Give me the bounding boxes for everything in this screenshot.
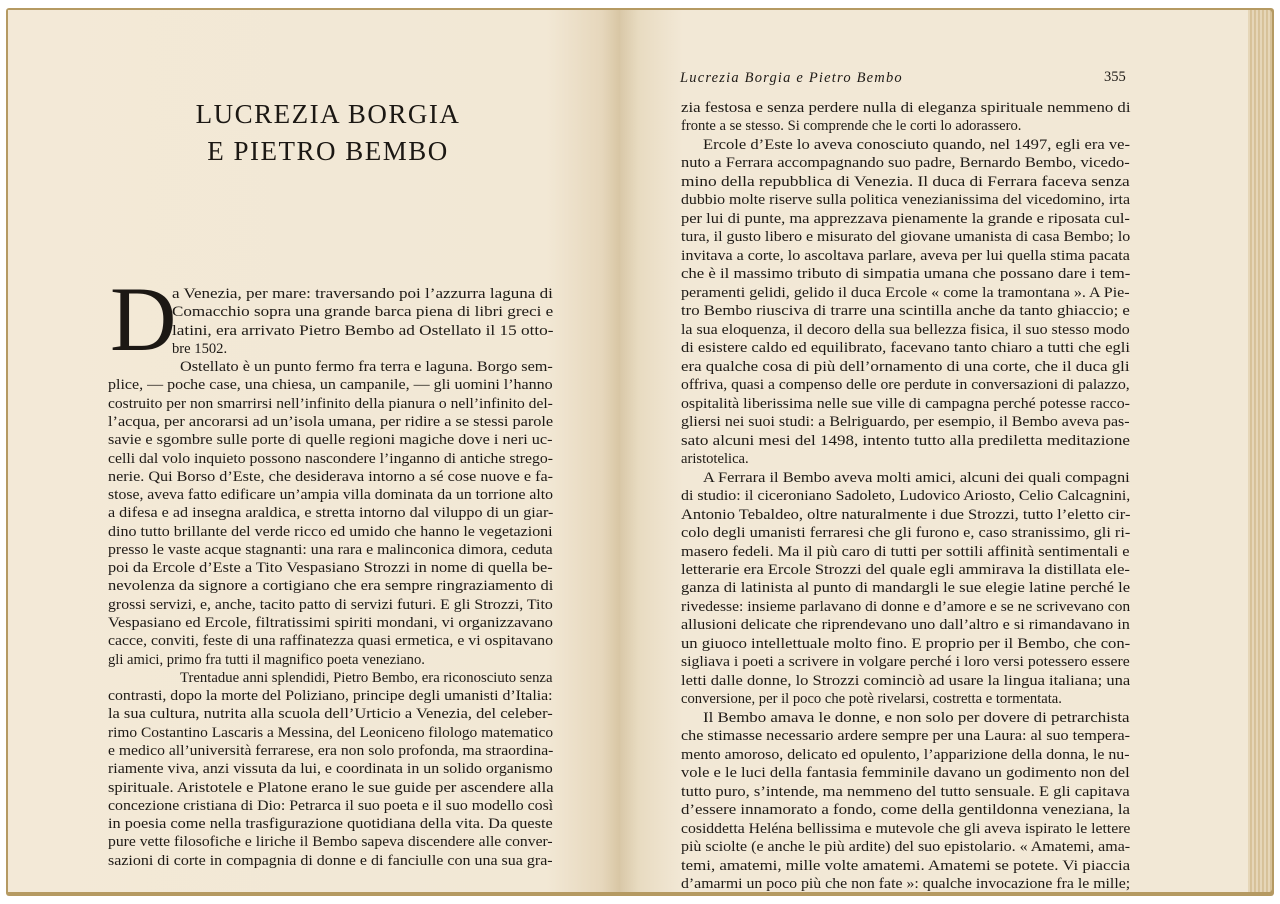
text-line: nuto a Ferrara accompagnando suo padre, Bernardo Bembo, vicedo- bbox=[681, 155, 1130, 172]
text-line: aristotelica. bbox=[681, 451, 749, 468]
chapter-title-line-1: LUCREZIA BORGIA bbox=[195, 99, 461, 129]
text-line: la sua eloquenza, il decoro della sua bellezza fisica, il suo stesso modo bbox=[681, 321, 1130, 338]
text-line: di studio: il ciceroniano Sadoleto, Ludovico Ariosto, Celio Calcagnini, bbox=[681, 488, 1131, 505]
text-line: cosiddetta Heléna bellissima e mutevole che gli aveva ispirato le lettere bbox=[681, 820, 1131, 837]
text-line: che è il massimo tributo di simpatia umana che possano dare i tem- bbox=[681, 266, 1131, 283]
text-line: temi, amatemi, mille volte amatemi. Amatemi se potete. Vi piaccia bbox=[681, 857, 1131, 874]
text-line: tura, il gusto libero e misurato del giovane umanista di casa Bembo; lo bbox=[681, 229, 1131, 246]
text-line: un giuoco intellettuale molto fino. E proprio per il Bembo, che con- bbox=[681, 635, 1131, 652]
text-line: rimo Costantino Lascaris a Messina, del Leoniceno filologo matematico bbox=[108, 724, 554, 741]
text-line: cacce, conviti, feste di una raffinatezza quasi ermetica, e vi ospitavano bbox=[108, 633, 553, 650]
text-line: savie e sgombre sulle porte di quelle regioni magiche dove i neri uc- bbox=[108, 432, 553, 449]
text-line: di esistere caldo ed equilibrato, facevano tanto chiaro a tutti che egli bbox=[681, 340, 1130, 357]
text-line: era qualche cosa di più dell’ornamento di una corte, che il duca gli bbox=[681, 358, 1130, 375]
text-line: per lui di punte, ma apprezzava pienamente la grande e riposata cul- bbox=[681, 210, 1130, 227]
text-line: in poesia come nella trasfigurazione quotidiana della vita. Da queste bbox=[108, 816, 553, 833]
running-head: Lucrezia Borgia e Pietro Bembo bbox=[680, 70, 903, 86]
page-edges bbox=[1248, 10, 1272, 892]
text-line: la sua cultura, nutrita alla scuola dell’Urticio a Venezia, del celeber- bbox=[108, 706, 553, 723]
text-line: poi da Ercole d’Este a Tito Vespasiano Strozzi in nome di quella be- bbox=[108, 560, 553, 577]
text-line: plice, — poche case, una chiesa, un campanile, — gli uomini l’hanno bbox=[108, 377, 553, 394]
text-line: che stimasse necessario ardere sempre per una Laura: al suo tempera- bbox=[681, 728, 1131, 745]
text-line: nerie. Qui Borso d’Este, che desiderava intorno a sé cose nuove e fa- bbox=[108, 468, 554, 485]
text-line: celli dal volo inquieto possono nascondere l’inganno di antiche strego- bbox=[108, 450, 553, 467]
text-line: vole e le luci della fantasia femminile davano un godimento non del bbox=[681, 765, 1130, 782]
text-line: l’acqua, per ancorarsi ad un’isola umana, per ridire a se stessi parole bbox=[108, 413, 554, 430]
chapter-title-line-2: E PIETRO BEMBO bbox=[207, 136, 449, 166]
text-line: a difesa e ad insegna araldica, e stretta intorno dal viluppo di un giar- bbox=[108, 505, 554, 522]
text-line: allusioni delicate che riprendevano uno dall’altro e si rimandavano in bbox=[681, 617, 1130, 634]
text-line: presso le vaste acque stagnanti: una rara e malinconica dimora, ceduta bbox=[108, 541, 553, 558]
text-line: e medico all’università ferrarese, era non solo profonda, ma straordina- bbox=[108, 743, 554, 759]
text-line: gliersi nei suoi studi: a Belriguardo, per esempio, il Bembo aveva pas- bbox=[681, 414, 1130, 431]
text-line: nevolenza da signore a cortigiano che era sempre ringraziamento di bbox=[108, 578, 554, 595]
text-line: pure vette filosofiche e liriche il Bembo sapeva discendere alle conver- bbox=[108, 834, 553, 851]
text-line: Trentadue anni splendidi, Pietro Bembo, era riconosciuto senza bbox=[180, 669, 553, 686]
text-line: gli amici, primo fra tutti il magnifico poeta veneziano. bbox=[108, 651, 425, 668]
text-line: tutto puro, s’intende, ma nemmeno del tutto sensuale. E gli capitava bbox=[681, 783, 1130, 800]
text-line: ganza di latinista al punto di mandargli le sue elegie latine perché le bbox=[681, 580, 1131, 597]
text-line: costruito per non smarrirsi nell’infinito della pianura o nell’infinito del- bbox=[108, 395, 553, 412]
text-line: fronte a se stesso. Si comprende che le corti lo adorassero. bbox=[681, 118, 1022, 135]
drop-cap: D bbox=[110, 268, 177, 370]
text-line: Comacchio sopra una grande barca piena di libri greci e bbox=[172, 304, 554, 321]
text-line: grossi servizi, e, anche, tacito patto di servizi futuri. E gli Strozzi, Tito bbox=[108, 596, 553, 613]
text-line: letti dalle donne, lo Strozzi cominciò ad usare la lingua italiana; una bbox=[681, 672, 1131, 689]
text-line: d’amarmi un poco più che non fate »: qualche invocazione fra le mille; bbox=[681, 876, 1131, 893]
text-line: concezione cristiana di Dio: Petrarca il suo poeta e il suo modello così bbox=[108, 797, 554, 814]
page-number: 355 bbox=[1104, 69, 1126, 85]
text-line: latini, era arrivato Pietro Bembo ad Ostellato il 15 otto- bbox=[172, 322, 554, 339]
text-line: Il Bembo amava le donne, e non solo per dovere di petrarchista bbox=[703, 709, 1130, 726]
text-line: conversione, per il poco che potè rivelarsi, costretta e tormentata. bbox=[681, 691, 1062, 708]
text-line: A Ferrara il Bembo aveva molti amici, alcuni dei quali compagni bbox=[703, 469, 1130, 486]
text-line: Antonio Tebaldeo, oltre naturalmente i due Strozzi, tutto l’eletto cir- bbox=[681, 506, 1131, 523]
text-line: stose, aveva fatto edificare un’ampia villa dominata da un torrione alto bbox=[108, 487, 553, 504]
text-line: invitava a corte, lo ascoltava parlare, aveva per lui quella stima pacata bbox=[681, 247, 1130, 264]
text-line: tro Bembo riusciva di trarre una scintilla anche da tanto ghiaccio; e bbox=[681, 303, 1130, 320]
text-line: ospitalità liberissima nelle sue ville di campagna perché potesse racco- bbox=[681, 395, 1130, 412]
chapter-title bbox=[128, 96, 528, 170]
text-line: colo degli umanisti ferraresi che gli furono e, caso stranissimo, gli ri- bbox=[681, 525, 1131, 542]
text-line: spirituale. Aristotele e Platone erano le sue guide per ascendere alla bbox=[108, 779, 554, 796]
text-line: bre 1502. bbox=[172, 340, 228, 357]
text-line: Ercole d’Este lo aveva conosciuto quando, nel 1497, egli era ve- bbox=[703, 136, 1131, 153]
text-line: sigliava i poeti a scrivere in volgare perché i loro versi potessero essere bbox=[681, 654, 1130, 671]
text-line: peramenti gelidi, gelido il duca Ercole « come la tramontana ». A Pie- bbox=[681, 284, 1130, 301]
text-line: rivedesse: insieme parlavano di donne e d’amore e se ne scrivevano con bbox=[681, 598, 1131, 615]
text-line: più sciolte (e anche le più ardite) del suo epistolario. « Amatemi, ama- bbox=[681, 839, 1131, 856]
text-line: mino della repubblica di Venezia. Il duca di Ferrara faceva senza bbox=[681, 173, 1130, 190]
text-line: mento amoroso, delicato ed opulento, l’apparizione della donna, le nu- bbox=[681, 746, 1130, 763]
text-line: sazioni di corte in compagnia di donne e di fanciulle con una sua gra- bbox=[108, 852, 553, 869]
text-line: riamente viva, anzi vissuta da lui, e coordinata in un solido organismo bbox=[108, 761, 553, 778]
text-line: d’essere innamorato a fondo, come della gentildonna veneziana, la bbox=[681, 802, 1131, 819]
text-line: contrasti, dopo la morte del Poliziano, principe degli umanisti d’Italia: bbox=[108, 688, 553, 705]
text-line: offriva, quasi a compenso delle ore perdute in conversazioni di palazzo, bbox=[681, 377, 1130, 394]
text-line: letterarie era Ercole Strozzi del quale egli ammirava la distillata ele- bbox=[681, 562, 1130, 578]
text-line: Vespasiano ed Ercole, filtratissimi spiriti mondani, vi organizzavano bbox=[108, 615, 553, 632]
text-line: Ostellato è un punto fermo fra terra e laguna. Borgo sem- bbox=[180, 359, 553, 376]
text-line: masero fedeli. Ma il più caro di tutti per sottili affinità sentimentali e bbox=[681, 543, 1130, 560]
text-line: a Venezia, per mare: traversando poi l’azzurra laguna di bbox=[172, 286, 553, 302]
text-line: zia festosa e senza perdere nulla di eleganza spirituale nemmeno di bbox=[681, 100, 1131, 116]
text-line: sato alcuni mesi del 1498, intento tutto alla prediletta meditazione bbox=[681, 432, 1131, 449]
text-line: dino tutto brillante del verde ricco ed umido che hanno le vegetazioni bbox=[108, 523, 553, 540]
text-line: dubbio molte riserve sulla politica venezianissima del vicedomino, irta bbox=[681, 192, 1130, 209]
